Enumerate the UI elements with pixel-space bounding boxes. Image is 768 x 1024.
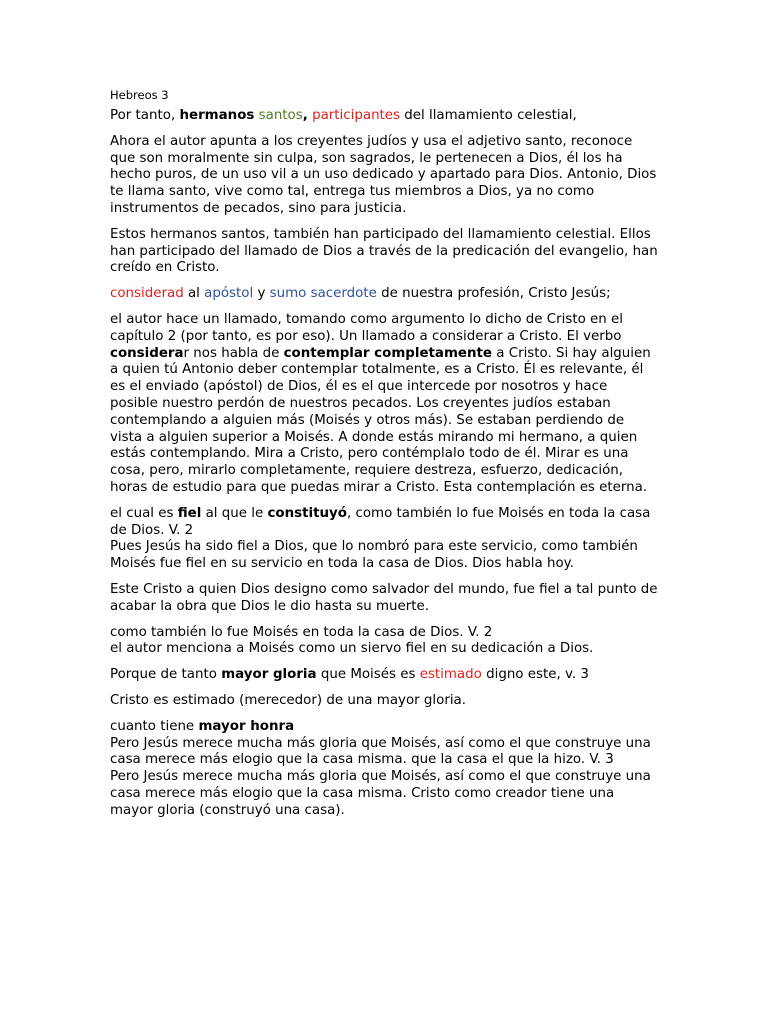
verse-paragraph-8: como también lo fue Moisés en toda la casa de Dios. V. 2 el autor menciona a Moisés como un siervo fiel en su dedicación a Dios. bbox=[110, 624, 594, 657]
paraphrase-line: Pues Jesús ha sido fiel a Dios, que lo nombró para este servicio, como también Moisés fue fiel en su servicio en toda la casa de Dios. Dios habla hoy. bbox=[110, 539, 638, 572]
bold-fiel: fiel bbox=[177, 505, 202, 521]
verse-paragraph-4: considerad al apóstol y sumo sacerdote de nuestra profesión, Cristo Jesús; bbox=[110, 286, 611, 302]
bold-hermanos: hermanos bbox=[179, 108, 255, 123]
bold-contemplar-completamente: contemplar completamente bbox=[283, 345, 493, 361]
commentary-paragraph-7: Este Cristo a quien Dios designo como salvador del mundo, fue fiel a tal punto de acabar la obra que Dios le dio hasta su muerte. bbox=[110, 581, 658, 614]
verse-paragraph-1: Por tanto, hermanos santos, participantes del llamamiento celestial, bbox=[110, 108, 577, 123]
document-title: Hebreos 3 bbox=[110, 88, 169, 102]
verse-paragraph-9: Porque de tanto mayor gloria que Moisés es estimado digno este, v. 3 bbox=[110, 667, 589, 683]
highlight-santos: santos bbox=[258, 108, 303, 123]
document-page bbox=[110, 86, 658, 819]
commentary-paragraph-10: Cristo es estimado (merecedor) de una mayor gloria. bbox=[110, 692, 467, 708]
highlight-sumo-sacerdote: sumo sacerdote bbox=[269, 286, 377, 302]
highlight-participantes: participantes bbox=[312, 108, 401, 123]
highlight-apostol: apóstol bbox=[204, 286, 254, 302]
bold-considera: considera bbox=[110, 345, 184, 361]
commentary-paragraph-5: el autor hace un llamado, tomando como argumento lo dicho de Cristo en el capítulo 2 (por tanto, es por eso). Un llamado a considerar a Cristo. El verbo considerar nos habla de contemplar completamente a Cristo. Si hay alguien a quien tú Antonio deber contemplar totalmente, es a Cristo. Él es relevante, él es el enviado (apóstol) de Dios, él es el que intercede por nosotros y hace posible nuestro perdón de nuestros pecados. Los creyentes judíos estaban contemplando a alguien más (Moisés y otros más). Se estaban perdiendo de vista a alguien superior a Moisés. A donde estás mirando mi hermano, a quien estás contemplando. Mira a Cristo, pero contémplalo todo de él. Mirar es una cosa, pero, mirarlo completamente, requiere destreza, esfuerzo, dedicación, horas de estudio para que puedas mirar a Cristo. Esta contemplación es eterna. bbox=[110, 311, 651, 495]
verse-paragraph-6: el cual es fiel al que le constituyó, como también lo fue Moisés en toda la casa de Dios. V. 2 Pues Jesús ha sido fiel a Dios, que lo nombró para este servicio, como también Moisés fue fiel en su servicio en toda la casa de Dios. Dios habla hoy. bbox=[110, 506, 658, 573]
commentary-paragraph-3: Estos hermanos santos, también han participado del llamamiento celestial. Ellos han participado del llamado de Dios a través de la predicación del evangelio, han creído en Cristo. bbox=[110, 226, 658, 276]
highlight-estimado: estimado bbox=[419, 667, 482, 683]
bold-mayor-gloria: mayor gloria bbox=[221, 667, 317, 683]
verse-paragraph-11: cuanto tiene mayor honra Pero Jesús merece mucha más gloria que Moisés, así como el que construye una casa merece más elogio que la casa misma. que la casa el que la hizo. V. 3 Pero Jesús merece mucha más gloria que Moisés, así como el que construye una casa merece más elogio que la casa misma. Cristo como creador tiene una mayor gloria (construyó una casa). bbox=[110, 718, 651, 818]
bold-mayor-honra: mayor honra bbox=[198, 718, 295, 734]
bold-constituyo: constituyó bbox=[267, 505, 347, 521]
highlight-considerad: considerad bbox=[110, 286, 184, 302]
commentary-paragraph-2: Ahora el autor apunta a los creyentes judíos y usa el adjetivo santo, reconoce que son moralmente sin culpa, son sagrados, le pertenecen a Dios, él los ha hecho puros, de un uso vil a un uso dedicado y apartado para Dios. Antonio, Dios te llama santo, vive como tal, entrega tus miembros a Dios, ya no como instrumentos de pecados, sino para justicia. bbox=[110, 133, 657, 216]
